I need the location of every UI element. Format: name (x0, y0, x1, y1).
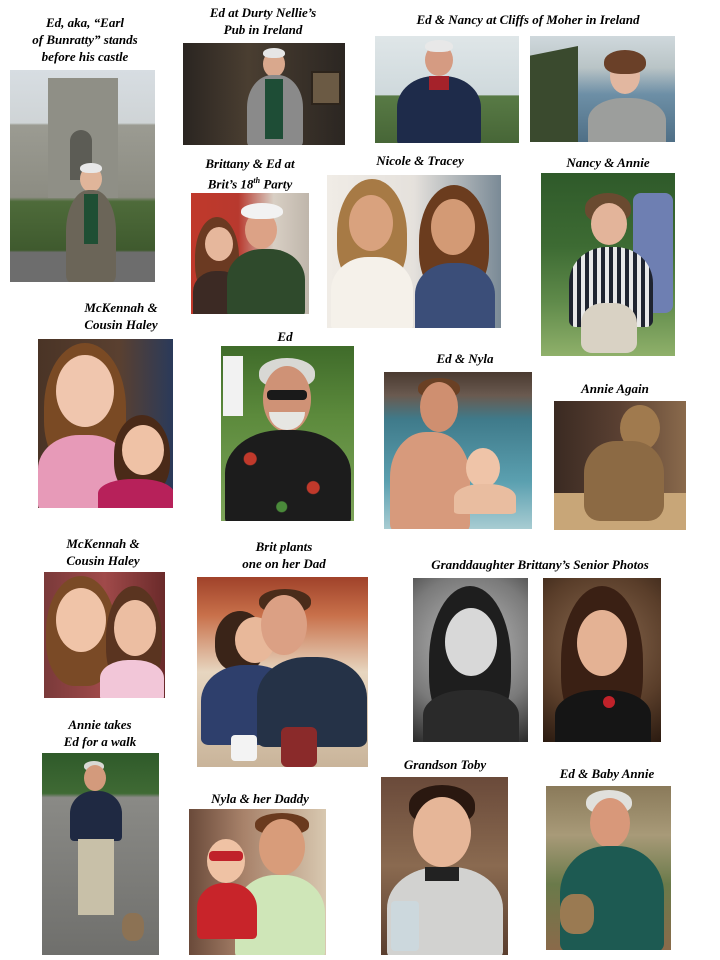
caption-line: Annie takes (68, 717, 132, 732)
photo-grandson-toby (381, 777, 508, 955)
caption-line: Cousin Haley (84, 317, 158, 332)
caption-ed-baby-annie: Ed & Baby Annie (559, 766, 655, 781)
photo-brittany-ed-party (191, 193, 309, 314)
caption-line: Cousin Haley (66, 553, 140, 568)
caption-line: of Bunratty” stands (32, 32, 138, 47)
caption-ed-nyla: Ed & Nyla (436, 351, 494, 366)
caption-cliffs-of-moher: Ed & Nancy at Cliffs of Moher in Ireland (416, 12, 640, 27)
caption-line: before his castle (41, 49, 129, 64)
photo-ed-cliffs (375, 36, 519, 143)
caption-annie-walk (40, 716, 160, 750)
photo-nancy-annie (541, 173, 675, 356)
caption-text: Party (260, 176, 293, 192)
photo-annie-walk (42, 753, 159, 955)
caption-nicole-tracey: Nicole & Tracey (376, 153, 464, 168)
photo-ed (221, 346, 354, 521)
caption-line: Ed, aka, “Earl (45, 15, 124, 30)
caption-ed: Ed (277, 329, 293, 344)
photo-nicole-tracey (327, 175, 501, 328)
caption-line: Ed at Durty Nellie’s (209, 5, 317, 20)
photo-nancy-cliffs (530, 36, 675, 142)
caption-durty-nellies (180, 4, 346, 38)
photo-mckennah-haley-2 (44, 572, 165, 698)
caption-line: Brittany & Ed at (205, 156, 295, 171)
photo-mckennah-haley-1 (38, 339, 173, 508)
photo-brittany-senior-1 (413, 578, 528, 742)
photo-ed-bunratty-castle (10, 70, 155, 282)
caption-nyla-daddy: Nyla & her Daddy (211, 791, 309, 806)
caption-sup: th (253, 176, 261, 185)
photo-nyla-daddy (189, 809, 326, 955)
caption-line: McKennah & (84, 300, 158, 315)
caption-line (186, 172, 314, 192)
photo-annie-again (554, 401, 686, 530)
caption-line: Ed for a walk (63, 734, 137, 749)
caption-grandson-toby: Grandson Toby (403, 757, 487, 772)
caption-annie-again: Annie Again (581, 381, 649, 396)
caption-line: McKennah & (66, 536, 140, 551)
photo-ed-pub (183, 43, 345, 145)
caption-text: Brit’s 18 (207, 176, 254, 192)
caption-mckennah-haley-1 (56, 299, 186, 333)
caption-brit-plants (214, 538, 354, 572)
caption-brittany-ed-party (186, 155, 314, 192)
caption-line: one on her Dad (242, 556, 326, 571)
caption-line: Pub in Ireland (223, 22, 303, 37)
caption-mckennah-haley-2 (38, 535, 168, 569)
caption-line: Brit plants (255, 539, 313, 554)
caption-earl-of-bunratty (10, 14, 160, 65)
photo-ed-nyla (384, 372, 532, 529)
caption-nancy-annie: Nancy & Annie (566, 155, 650, 170)
photo-brit-plants (197, 577, 368, 767)
photo-ed-baby-annie (546, 786, 671, 950)
photo-brittany-senior-2 (543, 578, 661, 742)
caption-senior-photos: Granddaughter Brittany’s Senior Photos (431, 557, 649, 572)
